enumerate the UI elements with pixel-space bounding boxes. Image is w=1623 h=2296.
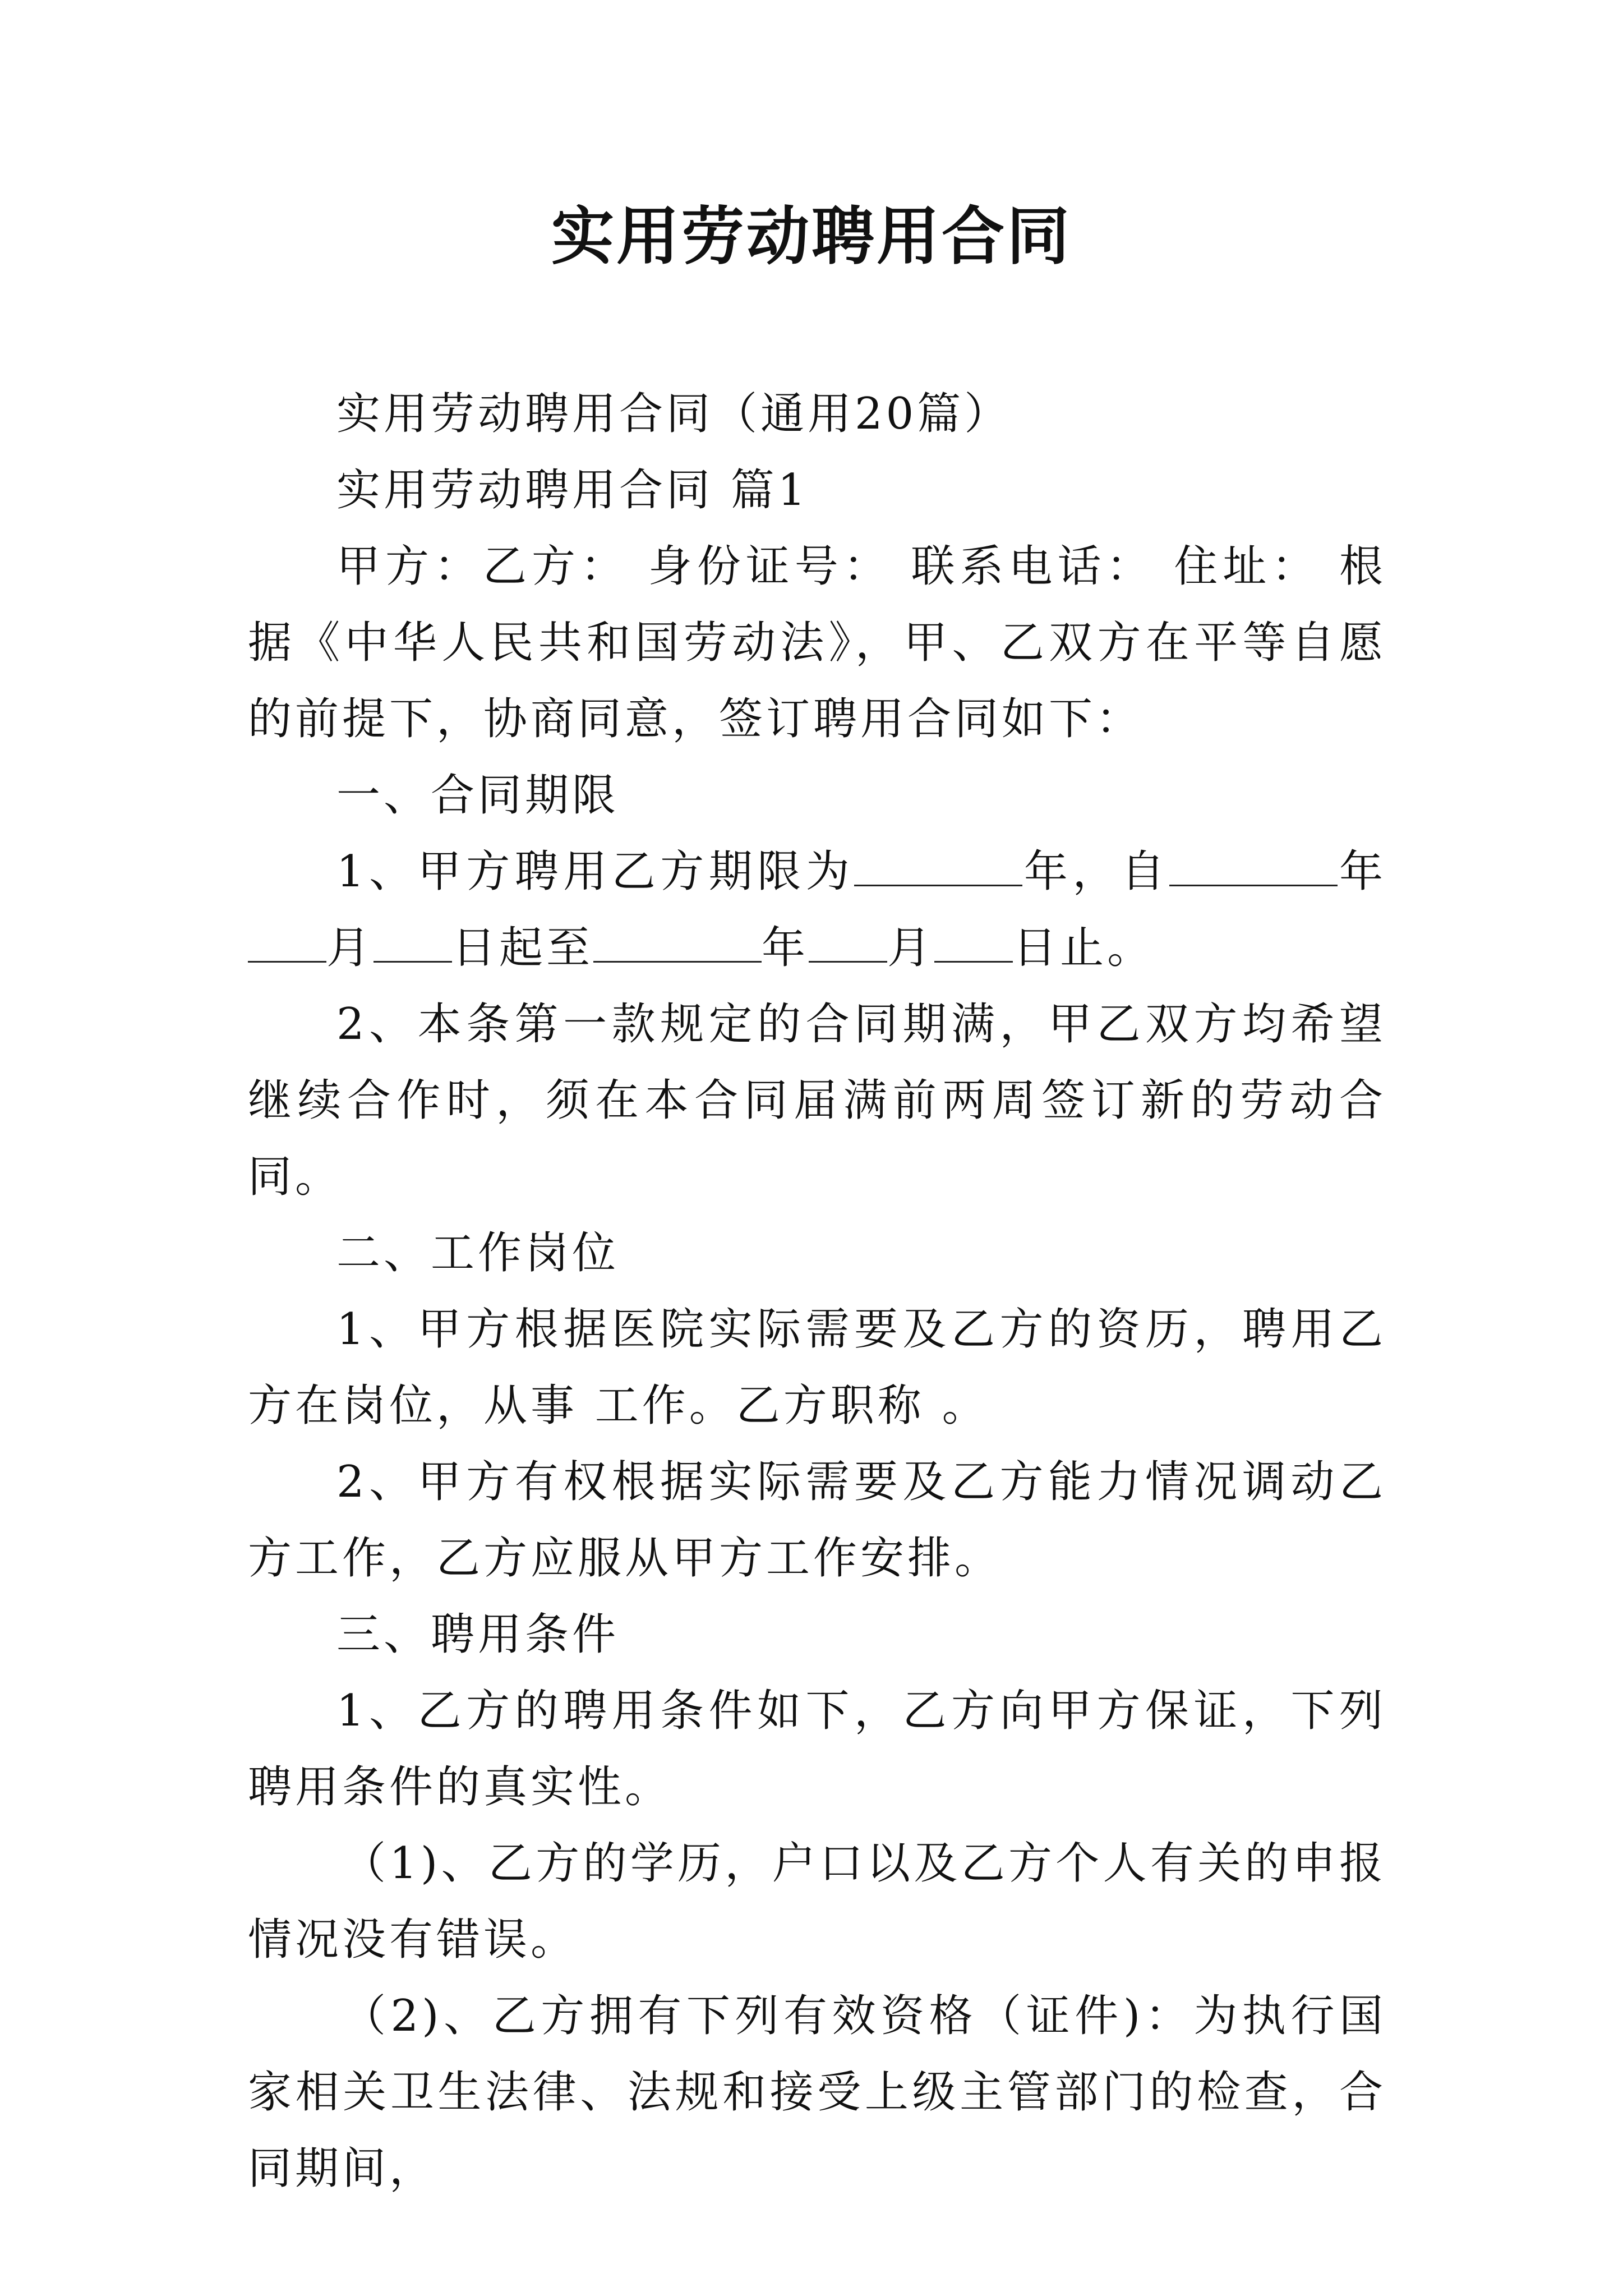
document-title: 实用劳动聘用合同	[551, 200, 1072, 273]
blank-start-day	[374, 926, 452, 963]
paragraph-conditions-1-1: （1)、乙方的学历，户口以及乙方个人有关的申报情况没有错误。	[248, 1838, 1386, 1965]
blank-end-day	[934, 926, 1013, 963]
heading-conditions: 三、聘用条件	[336, 1609, 620, 1660]
blank-years	[854, 850, 1022, 886]
heading-position: 二、工作岗位	[336, 1228, 620, 1278]
paragraph-conditions-1-2: （2)、乙方拥有下列有效资格（证件)：为执行国家相关卫生法律、法规和接受上级主管部门的检查，合同期间，	[248, 1991, 1386, 2194]
term-text-b: 年，自	[1022, 846, 1170, 897]
paragraph-position-1: 1、甲方根据医院实际需要及乙方的资历，聘用乙方在岗位，从事 工作。乙方职称 。	[248, 1304, 1386, 1431]
intro-paragraph: 甲方：乙方： 身份证号： 联系电话： 住址： 根据《中华人民共和国劳动法》，甲、乙双方在平等自愿的前提下，协商同意，签订聘用合同如下：	[248, 541, 1386, 744]
paragraph-conditions-1: 1、乙方的聘用条件如下，乙方向甲方保证，下列聘用条件的真实性。	[248, 1686, 1386, 1812]
blank-start-month	[248, 926, 326, 963]
subtitle: 实用劳动聘用合同（通用20篇）	[336, 389, 1012, 439]
paragraph-position-2: 2、甲方有权根据实际需要及乙方能力情况调动乙方工作，乙方应服从甲方工作安排。	[248, 1457, 1386, 1584]
paragraph-term-2: 2、本条第一款规定的合同期满，甲乙双方均希望继续合作时，须在本合同届满前两周签订新的劳动合同。	[248, 999, 1386, 1202]
blank-start-year	[1169, 850, 1338, 886]
term-text-e: 日起至	[452, 923, 594, 973]
term-text-g: 月	[887, 923, 935, 973]
term-text-d: 月	[326, 923, 374, 973]
document-body	[248, 376, 1386, 2207]
term-text-f: 年	[762, 923, 809, 973]
blank-end-year	[593, 926, 762, 963]
heading-contract-term: 一、合同期限	[336, 770, 620, 821]
term-text-h: 日止。	[1013, 923, 1155, 973]
term-text-c: 年	[1338, 846, 1386, 897]
term-text-a: 1、甲方聘用乙方期限为	[336, 846, 855, 897]
blank-end-month	[809, 926, 887, 963]
paragraph-term-1	[248, 834, 1386, 986]
section-title: 实用劳动聘用合同 篇1	[336, 465, 809, 516]
